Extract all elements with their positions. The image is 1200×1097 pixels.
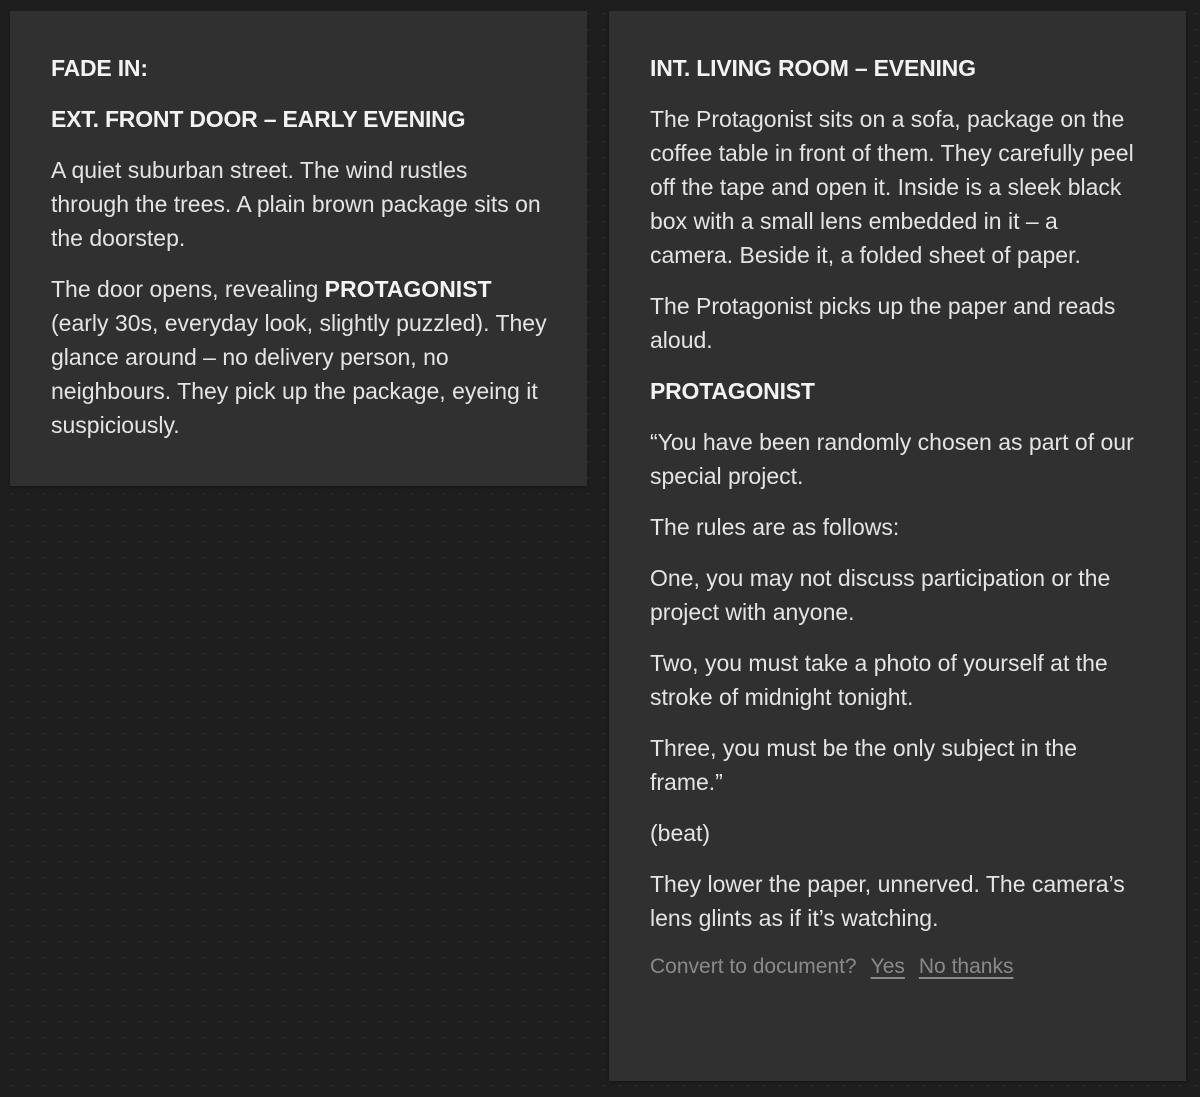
convert-no-thanks-link[interactable]: No thanks [918,955,1014,978]
action-text: (early 30s, everyday look, slightly puzzled). They glance around – no delivery person, no neighbours. They pick up the package, eyeing it suspiciously. [51,310,547,438]
convert-question: Convert to document? [650,955,857,978]
action-paragraph: A quiet suburban street. The wind rustles through the trees. A plain brown package sits on the doorstep. [51,157,541,251]
action-paragraph: They lower the paper, unnerved. The camera’s lens glints as if it’s watching. [650,871,1125,931]
action-text: The door opens, revealing [51,276,325,302]
dialogue-line: One, you may not discuss participation or the project with anyone. [650,565,1111,625]
dialogue-line: Two, you must take a photo of yourself at the stroke of midnight tonight. [650,650,1108,710]
dialogue-line: Three, you must be the only subject in the frame.” [650,735,1078,795]
scene-card-exterior [10,11,587,486]
dialogue-line: The rules are as follows: [650,514,900,540]
dialogue-line: “You have been randomly chosen as part of our special project. [650,429,1134,489]
scene-heading-int-living-room: INT. LIVING ROOM – EVENING [650,55,976,81]
convert-to-document-prompt [650,952,1146,982]
character-intro-name: PROTAGONIST [324,276,492,302]
parenthetical: (beat) [650,820,711,846]
action-paragraph: The Protagonist sits on a sofa, package on the coffee table in front of them. They carefully peel off the tape and open it. Inside is a sleek black box with a small lens embedded in it – a camera. Beside it, a folded sheet of paper. [650,106,1134,268]
scene-heading-ext-front-door: EXT. FRONT DOOR – EARLY EVENING [51,106,466,132]
action-paragraph-intro [51,272,547,442]
transition-fade-in: FADE IN: [51,55,148,81]
convert-yes-link[interactable]: Yes [870,955,905,978]
scene-card-interior [609,11,1186,1081]
character-cue: PROTAGONIST [650,378,815,404]
action-paragraph: The Protagonist picks up the paper and reads aloud. [650,293,1116,353]
